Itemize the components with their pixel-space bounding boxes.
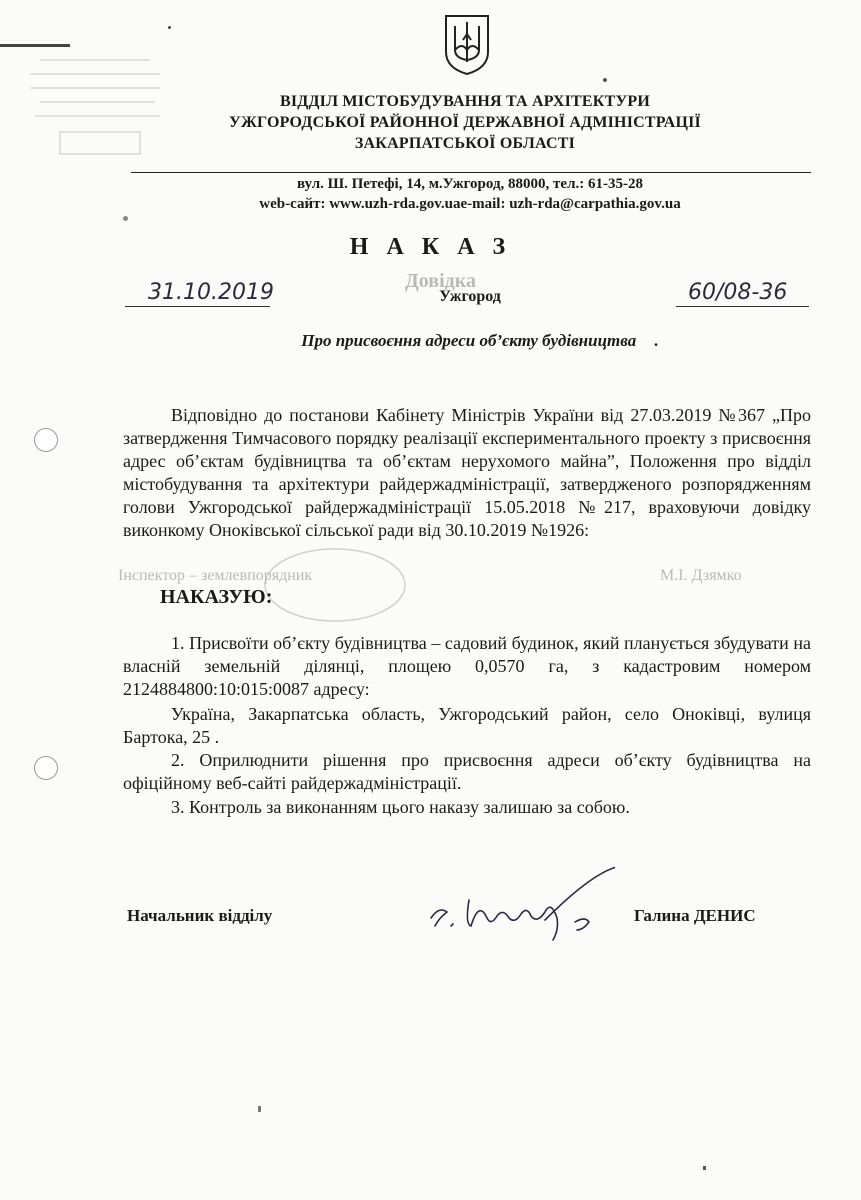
scan-speck <box>703 1166 706 1170</box>
coat-of-arms-icon <box>442 12 492 76</box>
order-subject <box>100 331 860 351</box>
date-underline <box>125 306 270 307</box>
scan-speck <box>168 26 171 29</box>
handwritten-number: 60/08-36 <box>688 280 788 305</box>
org-name-line-2: УЖГОРОДСЬКОЇ РАЙОННОЇ ДЕРЖАВНОЇ АДМІНІСТРАЦІЇ <box>229 114 701 131</box>
scan-speck <box>123 216 128 221</box>
preamble-paragraph: Відповідно до постанови Кабінету Міністрів України від 27.03.2019 №367 „Про затвердження Тимчасового порядку реалізації експериментального проекту з присвоєння адрес об’єктам будівництва та об’єктам нерухомого майна”, Положення про відділ містобудування та архітектури райдержадміністрації, затвердженого розпорядженням голови Ужгородської райдержадміністрації 15.05.2018 №217, враховуючи довідку виконкому Оноківської сільської ради від 30.10.2019 №1926: <box>123 405 811 540</box>
scan-speck <box>258 1106 261 1112</box>
order-subject-text: Про присвоєння адреси об’єкту будівництва <box>301 331 637 350</box>
handwritten-date: 31.10.2019 <box>148 280 274 305</box>
ghost-signer-title: Інспектор – землевпорядник <box>118 567 313 584</box>
ghost-signer-name: М.І. Дзямко <box>660 567 742 584</box>
number-underline <box>676 306 809 307</box>
item-1: 1. Присвоїти об’єкту будівництва – садовий будинок, який планується збудувати на власній земельній ділянці, площею 0,0570 га, з кадастровим номером 2124884800:10:015:0087 адресу: <box>123 633 811 699</box>
handwritten-signature-image <box>425 860 615 950</box>
item-1-address: Україна, Закарпатська область, Ужгородський район, село Оноківці, вулиця Бартока, 25 . <box>123 704 811 747</box>
org-address: вул. Ш. Петефі, 14, м.Ужгород, 88000, тел.: 61-35-28 <box>297 176 643 192</box>
document-title: Н А К А З <box>349 234 512 260</box>
org-name-line-1: ВІДДІЛ МІСТОБУДУВАННЯ ТА АРХІТЕКТУРИ <box>279 93 651 110</box>
ghost-heading: Довідка <box>405 270 476 292</box>
city: Ужгород <box>439 288 501 305</box>
org-name-line-3: ЗАКАРПАТСЬКОЇ ОБЛАСТІ <box>354 135 576 152</box>
punch-hole <box>34 428 58 452</box>
scan-speck <box>603 78 607 82</box>
item-2: 2. Оприлюднити рішення про присвоєння адреси об’єкту будівництва на офіційному веб-сайті райдержадміністрації. <box>123 750 811 793</box>
signer-name: Галина ДЕНИС <box>634 906 756 925</box>
nakazuyu-heading: НАКАЗУЮ: <box>160 586 273 608</box>
header-divider <box>131 172 811 173</box>
org-web-email: web-сайт: www.uzh-rda.gov.uae-mail: uzh-rda@carpathia.gov.ua <box>259 196 681 212</box>
order-subject-mark: . <box>654 331 659 350</box>
signer-position: Начальник відділу <box>127 906 273 925</box>
faint-round-stamp-image <box>255 545 415 625</box>
item-3: 3. Контроль за виконанням цього наказу залишаю за собою. <box>171 797 630 817</box>
punch-hole <box>34 756 58 780</box>
